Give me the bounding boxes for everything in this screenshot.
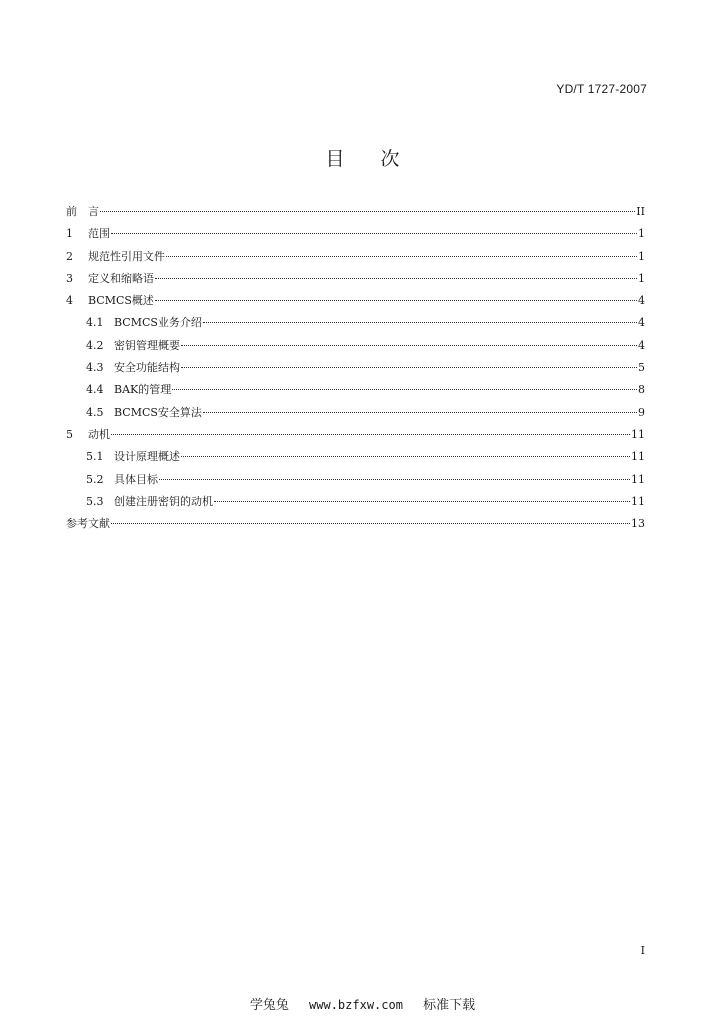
toc-dot-leader: [181, 344, 637, 346]
toc-entry-label: BCMCS安全算法: [114, 405, 202, 419]
toc-entry-page: 8: [638, 383, 645, 397]
toc-entry[interactable]: [66, 225, 645, 247]
toc-entry-label: 参考文献: [66, 517, 110, 531]
toc-entry[interactable]: [66, 203, 645, 225]
toc-entry-page: 4: [638, 294, 645, 308]
standard-code: YD/T 1727-2007: [556, 82, 647, 96]
toc-entry-page: 4: [638, 316, 645, 330]
toc-entry-number: 4.4: [86, 383, 104, 397]
toc-dot-leader: [159, 478, 630, 480]
toc-dot-leader: [100, 210, 635, 212]
footer-url[interactable]: www.bzfxw.com: [309, 998, 403, 1012]
toc-entry-number: 5.2: [86, 472, 104, 486]
toc-entry-label: 规范性引用文件: [88, 249, 165, 263]
toc-dot-leader: [155, 299, 637, 301]
toc-entry-label: 密钥管理概要: [114, 338, 180, 352]
toc-dot-leader: [155, 277, 637, 279]
toc-entry-page: 4: [638, 338, 645, 352]
toc-dot-leader: [172, 388, 637, 390]
toc-entry-page: 11: [631, 427, 645, 441]
toc-entry-label: BAK的管理: [114, 383, 172, 397]
toc-entry-page: 11: [631, 472, 645, 486]
toc-entry-label: 设计原理概述: [114, 450, 180, 464]
toc-dot-leader: [111, 433, 630, 435]
toc-entry[interactable]: [66, 314, 645, 336]
footer-site-name: 学兔兔: [249, 998, 289, 1013]
toc-entry-number: 2: [66, 249, 73, 263]
toc-entry-number: 4.5: [86, 405, 104, 419]
page-number: I: [640, 944, 645, 957]
toc-entry-label: 安全功能结构: [114, 361, 180, 375]
toc-entry[interactable]: [66, 270, 645, 292]
toc-entry-label: 创建注册密钥的动机: [114, 494, 213, 508]
toc-entry-number: 4.1: [86, 316, 104, 330]
toc-entry[interactable]: [66, 248, 645, 270]
toc-entry-page: 13: [631, 517, 645, 531]
footer-watermark: [0, 994, 725, 1013]
toc-entry-page: 5: [638, 361, 645, 375]
toc-entry[interactable]: [66, 515, 645, 537]
footer-tagline: 标准下载: [423, 998, 476, 1013]
toc-entry[interactable]: [66, 404, 645, 426]
toc-entry[interactable]: [66, 359, 645, 381]
toc-entry[interactable]: [66, 426, 645, 448]
toc-entry-page: 9: [638, 405, 645, 419]
toc-entry-label: BCMCS概述: [88, 294, 154, 308]
toc-dot-leader: [111, 232, 637, 234]
toc-entry[interactable]: [66, 292, 645, 314]
toc-entry[interactable]: [66, 337, 645, 359]
toc-entry-number: 1: [66, 227, 73, 241]
toc-entry-page: II: [636, 205, 645, 218]
toc-entry-label: 具体目标: [114, 472, 158, 486]
toc-entry[interactable]: [66, 471, 645, 493]
toc-entry-label: BCMCS业务介绍: [114, 316, 202, 330]
toc-entry-label: 动机: [88, 427, 110, 441]
toc-entry[interactable]: [66, 493, 645, 515]
toc-entry[interactable]: [66, 448, 645, 470]
toc-entry-number: 5.3: [86, 494, 104, 508]
toc-dot-leader: [203, 411, 637, 413]
toc-dot-leader: [214, 500, 630, 502]
toc-entry-label: 前 言: [66, 205, 99, 218]
toc-dot-leader: [181, 366, 637, 368]
toc-entry-number: 4.3: [86, 361, 104, 375]
toc-entry-page: 1: [638, 227, 645, 241]
toc-entry-number: 4: [66, 294, 73, 308]
toc-entry-number: 5.1: [86, 450, 104, 464]
toc-entry-label: 定义和缩略语: [88, 271, 154, 285]
toc-entry-page: 1: [638, 249, 645, 263]
toc-dot-leader: [181, 455, 630, 457]
page-title: 目次: [325, 148, 436, 170]
toc-dot-leader: [203, 321, 637, 323]
toc-entry-page: 1: [638, 271, 645, 285]
toc-entry[interactable]: [66, 381, 645, 403]
toc-dot-leader: [111, 522, 630, 524]
toc-entry-number: 5: [66, 427, 73, 441]
toc-dot-leader: [166, 255, 637, 257]
toc-entry-page: 11: [631, 450, 645, 464]
toc-entry-number: 4.2: [86, 338, 104, 352]
toc-entry-label: 范围: [88, 227, 110, 241]
toc-entry-page: 11: [631, 494, 645, 508]
table-of-contents: [66, 203, 645, 537]
toc-entry-number: 3: [66, 271, 73, 285]
